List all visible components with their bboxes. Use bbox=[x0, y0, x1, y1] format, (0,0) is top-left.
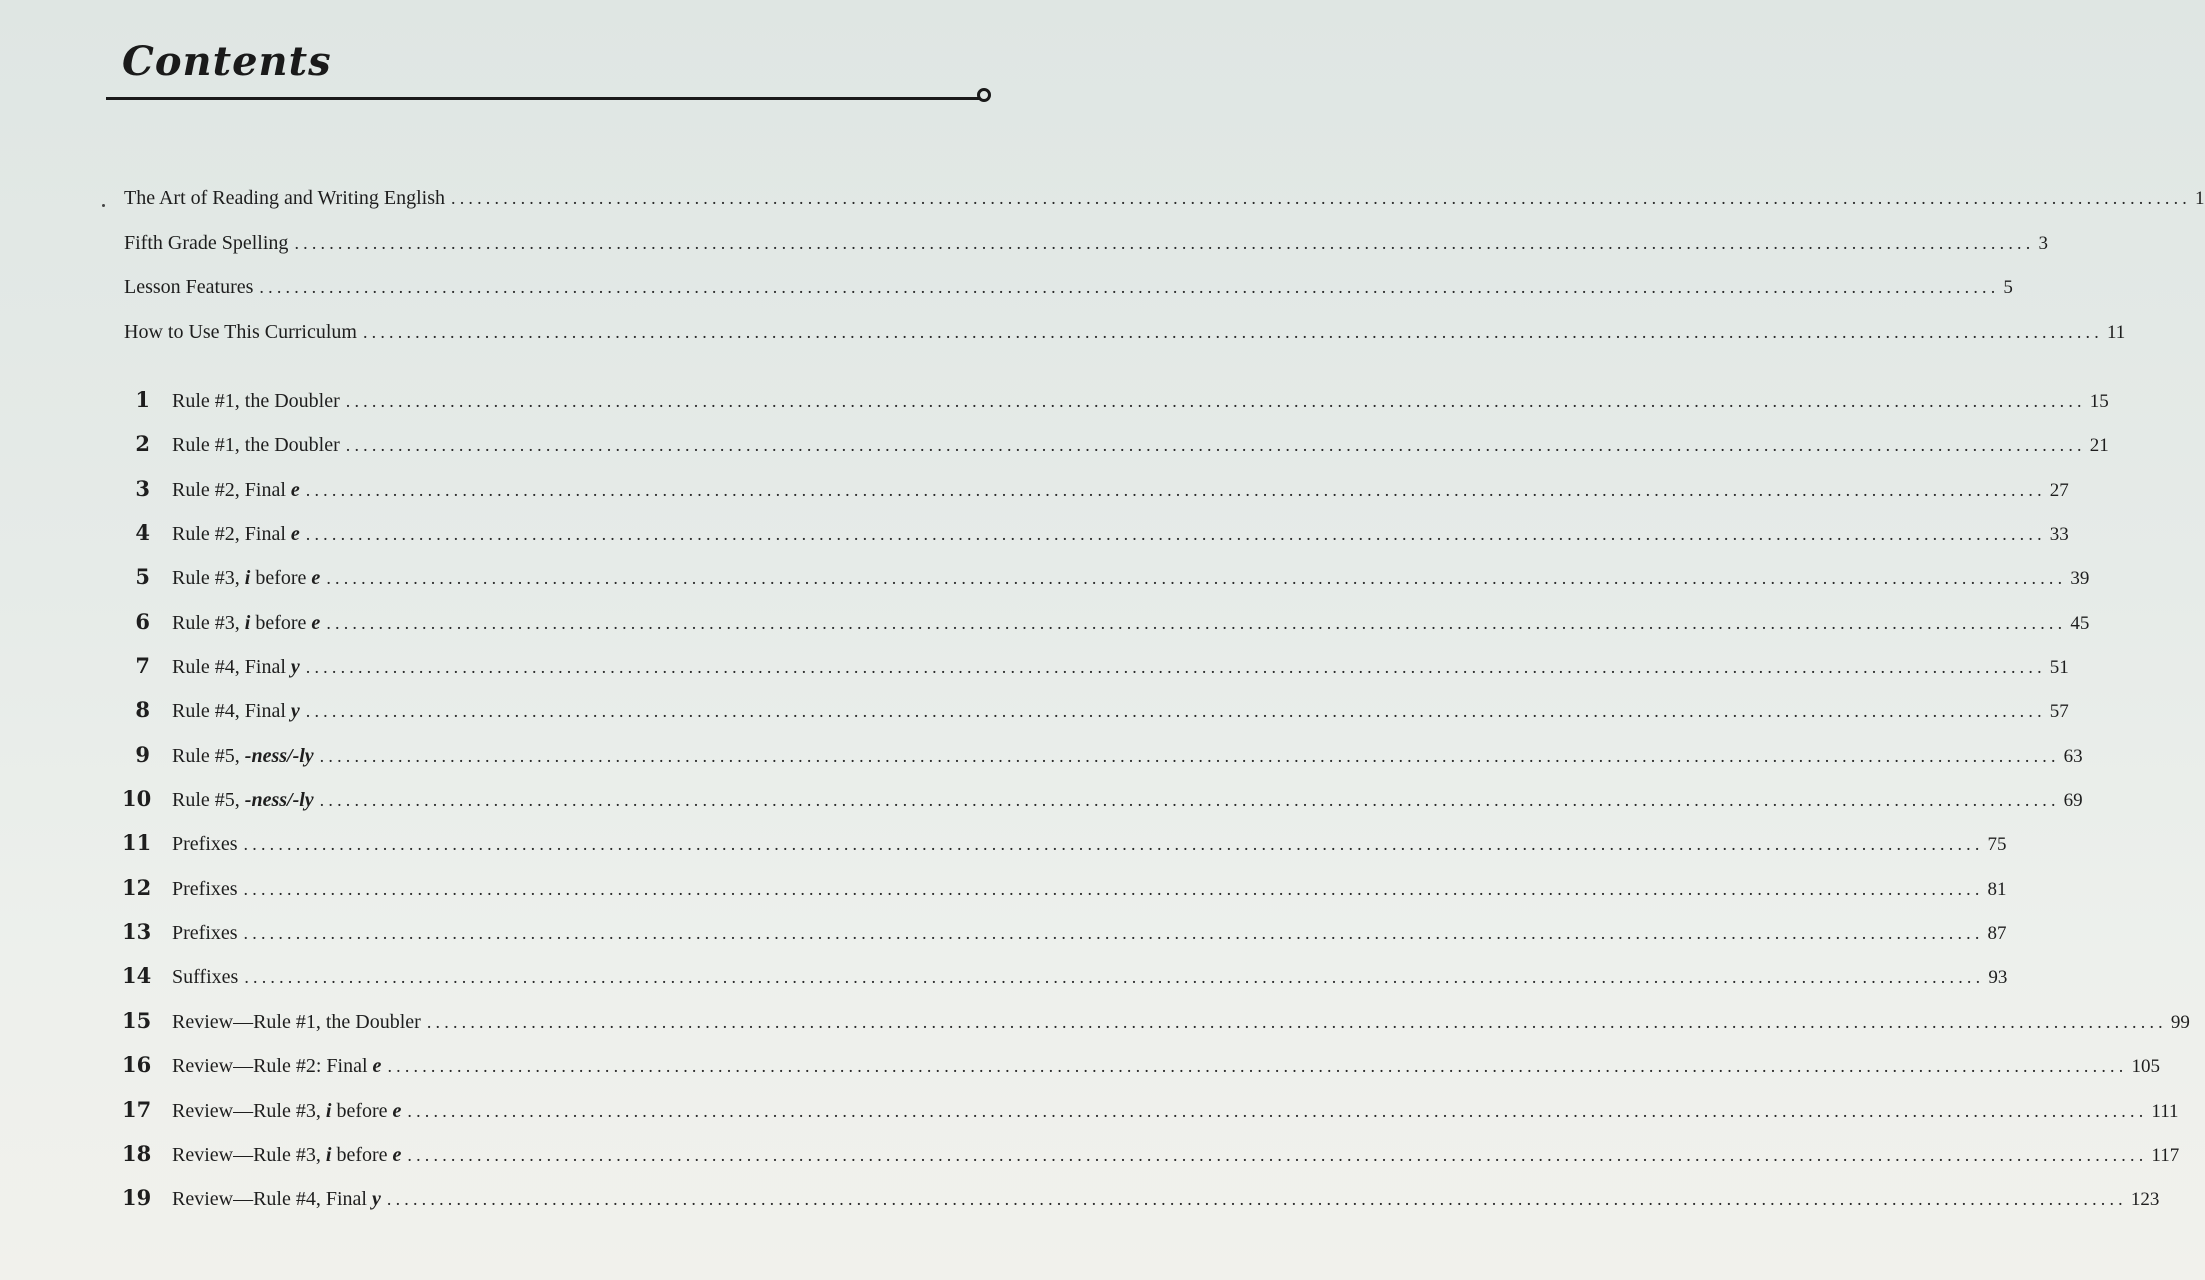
lesson-page: 93 bbox=[1988, 967, 2008, 989]
lesson-title-text: Rule #5, bbox=[172, 744, 245, 767]
lesson-number: 14 bbox=[122, 963, 152, 989]
dot-leader: ........................................................................................................................................................................................................ bbox=[243, 878, 1984, 899]
lesson-title-emphasis: i bbox=[244, 567, 251, 590]
lesson-entry[interactable] bbox=[122, 961, 2008, 1005]
lesson-entry[interactable] bbox=[122, 917, 2007, 961]
toc-entry-label: Fifth Grade Spelling bbox=[124, 231, 289, 254]
lesson-page: 105 bbox=[2131, 1056, 2160, 1078]
lesson-page: 75 bbox=[1987, 834, 2007, 856]
lesson-page: 51 bbox=[2049, 657, 2069, 679]
lesson-title bbox=[172, 962, 238, 992]
lesson-title-emphasis: e bbox=[311, 567, 321, 590]
dot-leader: ........................................................................................................................................................................................................ bbox=[451, 188, 2191, 208]
dot-leader: ........................................................................................................................................................................................................ bbox=[294, 232, 2035, 253]
dot-leader: ........................................................................................................................................................................................................ bbox=[345, 391, 2086, 411]
lesson-number: 3 bbox=[135, 475, 150, 501]
lesson-entry[interactable] bbox=[122, 562, 2090, 606]
lesson-page: 45 bbox=[2070, 612, 2090, 634]
lesson-title bbox=[172, 519, 300, 549]
lesson-title bbox=[172, 1051, 381, 1081]
lesson-number: 19 bbox=[122, 1185, 152, 1211]
lesson-title-emphasis: e bbox=[290, 478, 300, 501]
lesson-title-text: Prefixes bbox=[172, 877, 238, 900]
lesson-title bbox=[172, 608, 320, 638]
lesson-title bbox=[172, 874, 238, 904]
lesson-number: 11 bbox=[122, 830, 152, 856]
lesson-title-text: Prefixes bbox=[172, 833, 238, 856]
lesson-number: 13 bbox=[122, 919, 152, 945]
toc-entry-page: 3 bbox=[2038, 232, 2048, 254]
dot-leader: ........................................................................................................................................................................................................ bbox=[386, 1189, 2127, 1210]
lesson-title-text: Rule #4, Final bbox=[172, 656, 291, 679]
toc-entry-label: Lesson Features bbox=[124, 276, 254, 298]
lesson-page: 123 bbox=[2130, 1189, 2160, 1211]
dot-leader: ........................................................................................................................................................................................................ bbox=[319, 745, 2060, 766]
dot-leader: ........................................................................................................................................................................................................ bbox=[243, 923, 1984, 944]
lesson-title-text: Review—Rule #2: Final bbox=[172, 1055, 373, 1078]
page-title: Contents bbox=[122, 38, 332, 85]
dot-leader: ........................................................................................................................................................................................................ bbox=[305, 701, 2046, 722]
lesson-entry[interactable] bbox=[122, 1095, 2179, 1139]
lesson-page: 69 bbox=[2063, 790, 2083, 812]
lesson-entry[interactable] bbox=[122, 873, 2007, 917]
lesson-entry[interactable] bbox=[122, 474, 2069, 518]
toc-entry-label: The Art of Reading and Writing English bbox=[124, 187, 445, 209]
lesson-page: 21 bbox=[2089, 435, 2109, 457]
margin-mark bbox=[102, 204, 105, 207]
dot-leader: ........................................................................................................................................................................................................ bbox=[407, 1100, 2148, 1121]
lesson-entry[interactable] bbox=[122, 1006, 2190, 1050]
lesson-page: 99 bbox=[2170, 1011, 2190, 1033]
toc-entry[interactable] bbox=[124, 317, 2126, 362]
lesson-number: 17 bbox=[122, 1096, 152, 1122]
lesson-number: 9 bbox=[135, 741, 150, 767]
lesson-title bbox=[172, 741, 314, 771]
lesson-entry[interactable] bbox=[122, 828, 2007, 872]
lesson-title-text: Review—Rule #3, bbox=[172, 1099, 326, 1122]
lesson-title-emphasis: e bbox=[290, 523, 300, 546]
lesson-page: 111 bbox=[2151, 1100, 2179, 1122]
lesson-number: 6 bbox=[135, 608, 150, 634]
lesson-entry[interactable] bbox=[122, 740, 2083, 784]
lesson-title-text: Rule #4, Final bbox=[172, 700, 291, 723]
lesson-entry[interactable] bbox=[122, 385, 2109, 429]
lesson-page: 27 bbox=[2049, 479, 2069, 501]
lesson-title bbox=[172, 386, 340, 416]
lesson-entry[interactable] bbox=[122, 784, 2083, 828]
lesson-page: 15 bbox=[2089, 391, 2109, 412]
lesson-entry[interactable] bbox=[122, 607, 2090, 651]
lesson-page: 33 bbox=[2049, 524, 2069, 546]
lesson-title bbox=[172, 785, 314, 815]
front-matter-list bbox=[124, 183, 2205, 361]
lesson-title bbox=[172, 1184, 381, 1214]
lesson-entry[interactable] bbox=[122, 651, 2069, 695]
lesson-title-emphasis: e bbox=[392, 1143, 402, 1166]
lesson-title-text: Review—Rule #1, the Doubler bbox=[172, 1010, 421, 1033]
lesson-title bbox=[172, 1140, 401, 1170]
lesson-page: 117 bbox=[2151, 1144, 2180, 1166]
dot-leader: ........................................................................................................................................................................................................ bbox=[387, 1056, 2128, 1077]
lesson-list bbox=[122, 385, 2190, 1228]
dot-leader: ........................................................................................................................................................................................................ bbox=[243, 834, 1984, 855]
lesson-entry[interactable] bbox=[122, 1139, 2180, 1183]
lesson-entry[interactable] bbox=[122, 429, 2109, 473]
lesson-title-emphasis: e bbox=[372, 1055, 382, 1078]
lesson-title-emphasis: e bbox=[311, 611, 321, 634]
lesson-title-text-middle: before bbox=[331, 1143, 393, 1166]
lesson-title-text: Rule #5, bbox=[172, 789, 245, 812]
lesson-number: 18 bbox=[122, 1140, 152, 1166]
lesson-title-text: Rule #2, Final bbox=[172, 523, 291, 546]
toc-entry-page: 1 bbox=[2195, 188, 2205, 209]
lesson-title-emphasis: y bbox=[290, 700, 300, 723]
dot-leader: ........................................................................................................................................................................................................ bbox=[305, 524, 2046, 545]
lesson-number: 8 bbox=[135, 697, 150, 723]
lesson-title bbox=[172, 430, 340, 460]
lesson-entry[interactable] bbox=[122, 1183, 2160, 1227]
dot-leader: ........................................................................................................................................................................................................ bbox=[345, 435, 2086, 456]
dot-leader: ........................................................................................................................................................................................................ bbox=[407, 1144, 2148, 1165]
lesson-title bbox=[172, 918, 238, 948]
lesson-number: 5 bbox=[135, 564, 150, 590]
lesson-entry[interactable] bbox=[122, 1050, 2160, 1094]
toc-entry-page: 5 bbox=[2003, 277, 2013, 298]
dot-leader: ........................................................................................................................................................................................................ bbox=[362, 321, 2103, 342]
lesson-title-text-middle: before bbox=[250, 611, 312, 634]
lesson-number: 7 bbox=[135, 653, 150, 679]
lesson-page: 63 bbox=[2063, 745, 2083, 767]
lesson-number: 1 bbox=[135, 387, 150, 412]
lesson-title bbox=[172, 475, 300, 505]
lesson-title bbox=[172, 1007, 421, 1037]
lesson-title-text: Review—Rule #3, bbox=[172, 1143, 326, 1166]
lesson-title-text: Rule #3, bbox=[172, 611, 245, 634]
toc-entry-label: How to Use This Curriculum bbox=[124, 320, 357, 343]
lesson-entry[interactable] bbox=[122, 695, 2069, 739]
lesson-number: 10 bbox=[122, 786, 152, 812]
lesson-number: 12 bbox=[122, 874, 152, 900]
dot-leader: ........................................................................................................................................................................................................ bbox=[244, 967, 1985, 988]
dot-leader: ........................................................................................................................................................................................................ bbox=[305, 479, 2046, 500]
lesson-title-text: Review—Rule #4, Final bbox=[172, 1188, 372, 1211]
toc-entry[interactable] bbox=[124, 272, 2013, 317]
dot-leader: ........................................................................................................................................................................................................ bbox=[326, 612, 2067, 633]
lesson-number: 16 bbox=[122, 1052, 152, 1078]
lesson-title-text-middle: before bbox=[250, 567, 312, 590]
lesson-page: 81 bbox=[1987, 878, 2007, 900]
lesson-title-emphasis: y bbox=[371, 1188, 381, 1211]
toc-entry[interactable] bbox=[124, 183, 2205, 228]
underline-end-circle bbox=[977, 88, 991, 102]
lesson-title bbox=[172, 829, 238, 859]
dot-leader: ........................................................................................................................................................................................................ bbox=[305, 657, 2046, 678]
lesson-title bbox=[172, 696, 300, 726]
lesson-title-text: Rule #3, bbox=[172, 567, 245, 590]
toc-entry[interactable] bbox=[124, 228, 2048, 273]
lesson-title-emphasis: e bbox=[392, 1099, 402, 1122]
lesson-title-emphasis: y bbox=[290, 656, 300, 679]
lesson-entry[interactable] bbox=[122, 518, 2069, 562]
lesson-title-emphasis: -ness/-ly bbox=[244, 789, 314, 812]
lesson-title-text-middle: before bbox=[331, 1099, 393, 1122]
toc-entry-page: 11 bbox=[2106, 321, 2126, 343]
title-underline bbox=[106, 97, 980, 100]
lesson-title-text: Rule #1, the Doubler bbox=[172, 390, 340, 412]
lesson-number: 4 bbox=[135, 520, 150, 546]
lesson-title-text: Prefixes bbox=[172, 922, 238, 945]
lesson-title bbox=[172, 563, 320, 593]
lesson-page: 39 bbox=[2070, 568, 2090, 590]
lesson-title-text: Rule #1, the Doubler bbox=[172, 434, 340, 457]
dot-leader: ........................................................................................................................................................................................................ bbox=[326, 568, 2067, 589]
lesson-number: 2 bbox=[135, 431, 150, 457]
lesson-title-emphasis: i bbox=[325, 1099, 332, 1122]
lesson-title bbox=[172, 652, 300, 682]
lesson-page: 57 bbox=[2049, 701, 2069, 723]
lesson-title-emphasis: i bbox=[325, 1143, 332, 1166]
lesson-title bbox=[172, 1096, 401, 1126]
lesson-title-text: Rule #2, Final bbox=[172, 478, 291, 501]
lesson-page: 87 bbox=[1987, 923, 2007, 945]
lesson-title-text: Suffixes bbox=[172, 966, 239, 989]
dot-leader: ........................................................................................................................................................................................................ bbox=[259, 277, 2000, 297]
dot-leader: ........................................................................................................................................................................................................ bbox=[426, 1011, 2167, 1032]
lesson-title-emphasis: i bbox=[244, 611, 251, 634]
lesson-title-emphasis: -ness/-ly bbox=[244, 744, 314, 767]
dot-leader: ........................................................................................................................................................................................................ bbox=[319, 790, 2060, 811]
lesson-number: 15 bbox=[122, 1007, 152, 1033]
